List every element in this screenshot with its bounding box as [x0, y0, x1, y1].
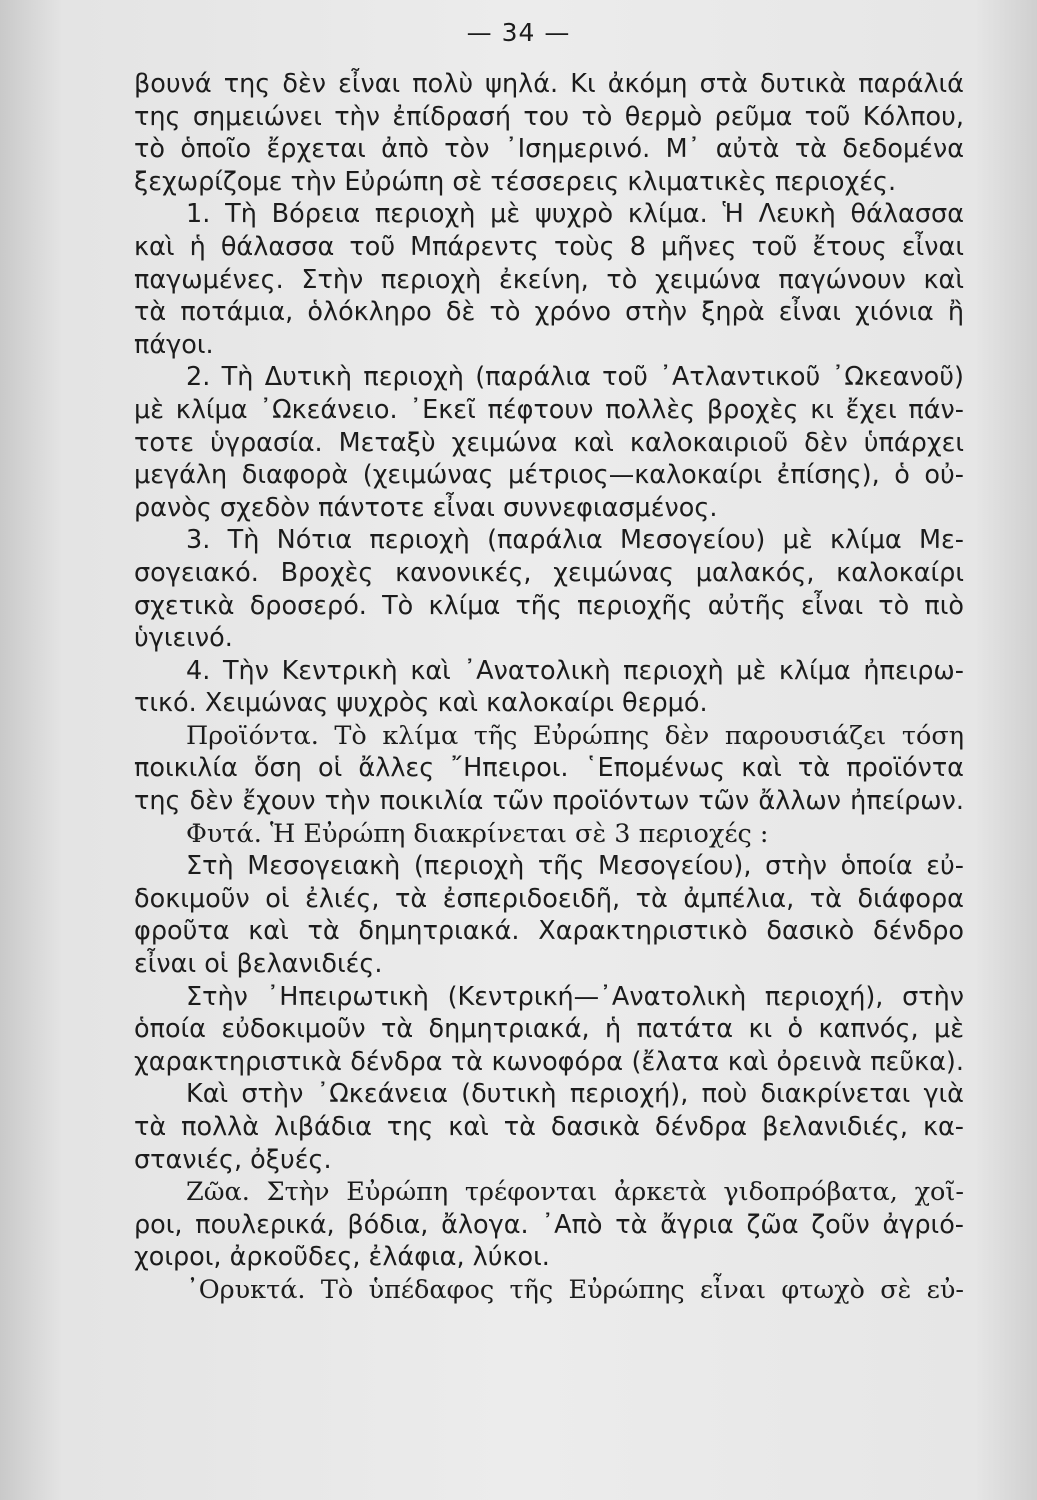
body-text [134, 68, 964, 1307]
text-line: τοτε ὑγρασία. Μεταξὺ χειμώνα καὶ καλοκαιριοῦ δὲν ὑπάρχει [134, 427, 964, 458]
text-line: βουνά της δὲν εἶναι πολὺ ψηλά. Κι ἀκόμη στὰ δυτικὰ παράλιά [134, 69, 964, 99]
text-line: 3. Τὴ Νότια περιοχὴ (παράλια Μεσογείου) μὲ κλίμα Με- [186, 525, 964, 556]
text-line: στανιές, ὀξυές. [134, 1144, 332, 1175]
text-line: Φυτά. Ἡ Εὐρώπη διακρίνεται σὲ 3 περιοχές : [186, 818, 769, 849]
text-line: της σημειώνει τὴν ἐπίδρασή του τὸ θερμὸ ρεῦμα τοῦ Κόλπου, [134, 101, 964, 132]
page-number: — 34 — [466, 18, 571, 47]
text-line: μεγάλη διαφορὰ (χειμώνας μέτριος—καλοκαίρι ἐπίσης), ὁ οὐ- [134, 460, 964, 491]
text-line: Καὶ στὴν ᾿Ωκεάνεια (δυτικὴ περιοχή), ποὺ διακρίνεται γιὰ [186, 1079, 964, 1110]
text-line: φροῦτα καὶ τὰ δημητριακά. Χαρακτηριστικὸ δασικὸ δένδρο [134, 916, 964, 947]
text-line: Ζῶα. Στὴν Εὐρώπη τρέφονται ἀρκετὰ γιδοπρόβατα, χοῖ- [186, 1177, 964, 1208]
text-line: Στὴ Μεσογειακὴ (περιοχὴ τῆς Μεσογείου), στὴν ὁποία εὐ- [186, 851, 964, 882]
text-line: δοκιμοῦν οἱ ἐλιές, τὰ ἐσπεριδοειδῆ, τὰ ἀμπέλια, τὰ διάφορα [134, 883, 964, 914]
text-line: 4. Τὴν Κεντρικὴ καὶ ᾿Ανατολικὴ περιοχὴ μὲ κλίμα ἠπειρω- [186, 655, 964, 686]
text-line: τὰ πολλὰ λιβάδια της καὶ τὰ δασικὰ δένδρα βελανιδιές, κα- [134, 1112, 964, 1142]
text-line: ροι, πουλερικά, βόδια, ἄλογα. ᾿Απὸ τὰ ἄγρια ζῶα ζοῦν ἀγριό- [134, 1209, 964, 1240]
text-line: τὰ ποτάμια, ὁλόκληρο δὲ τὸ χρόνο στὴν ξηρὰ εἶναι χιόνια ἢ [134, 297, 964, 328]
text-line: ποικιλία ὅση οἱ ἄλλες ῎Ηπειροι. ῾Επομένως καὶ τὰ προϊόντα [134, 753, 964, 784]
text-line: μὲ κλίμα ᾿Ωκεάνειο. ᾿Εκεῖ πέφτουν πολλὲς βροχὲς κι ἔχει πάν- [134, 394, 964, 425]
text-line: ὁποία εὐδοκιμοῦν τὰ δημητριακά, ἡ πατάτα κι ὁ καπνός, μὲ [134, 1014, 964, 1045]
text-line: Στὴν ᾿Ηπειρωτικὴ (Κεντρική—᾿Ανατολικὴ περιοχή), στὴν [186, 981, 964, 1012]
text-line: Προϊόντα. Τὸ κλίμα τῆς Εὐρώπης δὲν παρουσιάζει τόση [186, 720, 964, 751]
text-line: παγωμένες. Στὴν περιοχὴ ἐκείνη, τὸ χειμώνα παγώνουν καὶ [134, 264, 964, 295]
text-line: σχετικὰ δροσερό. Τὸ κλίμα τῆς περιοχῆς αὐτῆς εἶναι τὸ πιὸ [134, 590, 964, 621]
text-line: ὑγιεινό. [134, 623, 233, 654]
text-line: χοιροι, ἀρκοῦδες, ἐλάφια, λύκοι. [134, 1242, 550, 1273]
text-line: ᾿Ορυκτά. Τὸ ὑπέδαφος τῆς Εὐρώπης εἶναι φτωχὸ σὲ εὐ- [186, 1274, 964, 1305]
text-line: πάγοι. [134, 329, 214, 360]
text-line: ξεχωρίζομε τὴν Εὐρώπη σὲ τέσσερεις κλιματικὲς περιοχές. [134, 166, 897, 197]
text-line: 1. Τὴ Βόρεια περιοχὴ μὲ ψυχρὸ κλίμα. Ἡ Λευκὴ θάλασσα [186, 199, 964, 230]
text-line: ρανὸς σχεδὸν πάντοτε εἶναι συννεφιασμένος. [134, 492, 718, 523]
text-line: καὶ ἡ θάλασσα τοῦ Μπάρεντς τοὺς 8 μῆνες τοῦ ἔτους εἶναι [134, 231, 964, 262]
text-line: τικό. Χειμώνας ψυχρὸς καὶ καλοκαίρι θερμό. [134, 688, 708, 719]
text-line: χαρακτηριστικὰ δένδρα τὰ κωνοφόρα (ἔλατα καὶ ὀρεινὰ πεῦκα). [134, 1046, 964, 1077]
text-line: σογειακό. Βροχὲς κανονικές, χειμώνας μαλακός, καλοκαίρι [134, 557, 964, 588]
text-line: τὸ ὁποῖο ἔρχεται ἀπὸ τὸν ᾿Ισημερινό. Μ᾿ αὐτὰ τὰ δεδομένα [134, 134, 964, 165]
text-line: εἶναι οἱ βελανιδιές. [134, 949, 383, 980]
text-line: 2. Τὴ Δυτικὴ περιοχὴ (παράλια τοῦ ᾿Ατλαντικοῦ ᾿Ωκεανοῦ) [186, 362, 964, 393]
text-line: της δὲν ἔχουν τὴν ποικιλία τῶν προϊόντων τῶν ἄλλων ἠπείρων. [134, 786, 964, 817]
